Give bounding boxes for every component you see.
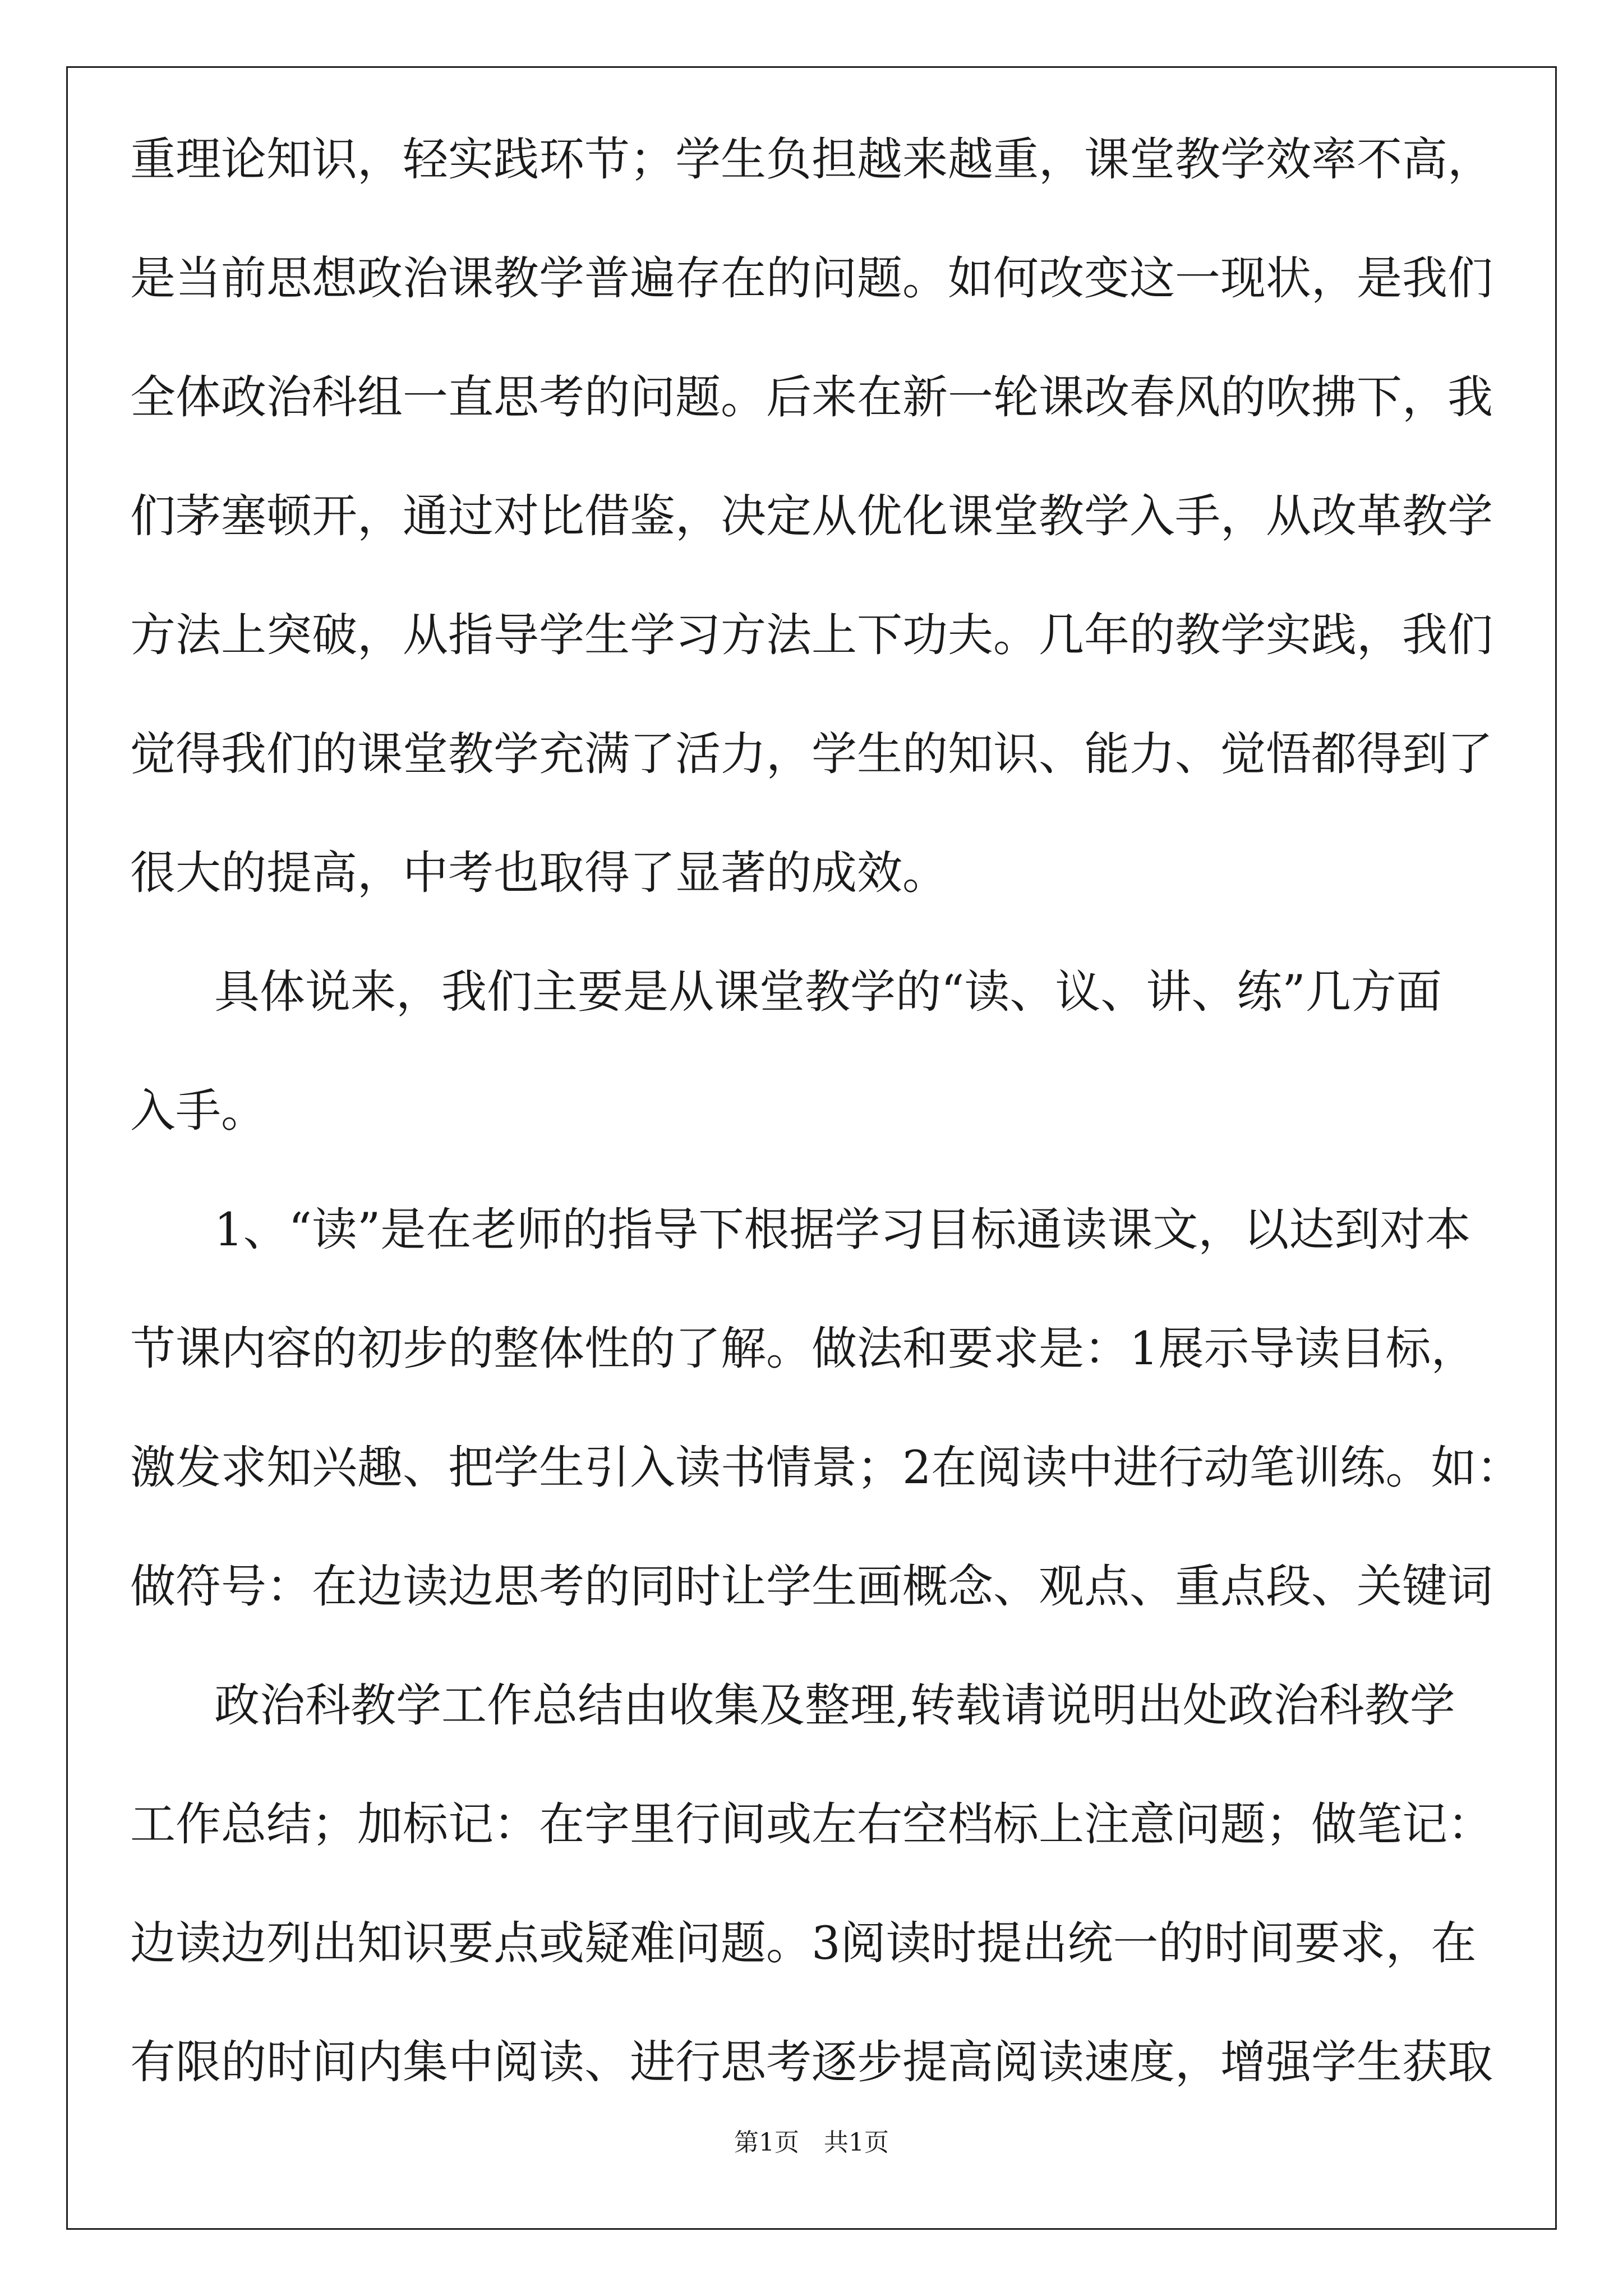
text-line: 全体政治科组一直思考的问题。后来在新一轮课改春风的吹拂下，我 [130, 371, 1493, 424]
text-line: 边读边列出知识要点或疑难问题。3阅读时提出统一的时间要求，在 [130, 1917, 1477, 1970]
paragraph-first-line: 1、“读”是在老师的指导下根据学习目标通读课文，以达到对本 [214, 1204, 1471, 1257]
paragraph-first-line: 具体说来，我们主要是从课堂教学的“读、议、讲、练”几方面 [214, 966, 1442, 1019]
text-line: 觉得我们的课堂教学充满了活力，学生的知识、能力、觉悟都得到了 [130, 728, 1493, 781]
text-line: 很大的提高，中考也取得了显著的成效。 [130, 847, 948, 900]
text-line: 重理论知识，轻实践环节；学生负担越来越重，课堂教学效率不高， [130, 134, 1493, 186]
page-total: 共1页 [824, 2128, 889, 2157]
text-line: 做符号：在边读边思考的同时让学生画概念、观点、重点段、关键词 [130, 1561, 1493, 1613]
page-number: 第1页 [734, 2128, 799, 2157]
text-line: 有限的时间内集中阅读、进行思考逐步提高阅读速度，增强学生获取 [130, 2036, 1493, 2089]
paragraph-first-line: 政治科教学工作总结由收集及整理,转载请说明出处政治科教学 [214, 1680, 1455, 1732]
text-line: 工作总结；加标记：在字里行间或左右空档标上注意问题；做笔记： [130, 1798, 1493, 1851]
text-line: 节课内容的初步的整体性的了解。做法和要求是：1展示导读目标， [130, 1323, 1477, 1375]
page-footer [0, 2129, 1623, 2157]
text-line: 方法上突破，从指导学生学习方法上下功夫。几年的教学实践，我们 [130, 609, 1493, 662]
text-line: 是当前思想政治课教学普遍存在的问题。如何改变这一现状，是我们 [130, 252, 1493, 305]
text-line: 们茅塞顿开，通过对比借鉴，决定从优化课堂教学入手，从改革教学 [130, 490, 1493, 543]
text-line: 激发求知兴趣、把学生引入读书情景；2在阅读中进行动笔训练。如： [130, 1442, 1522, 1494]
document-body [130, 134, 1522, 2158]
text-line: 入手。 [130, 1085, 267, 1138]
